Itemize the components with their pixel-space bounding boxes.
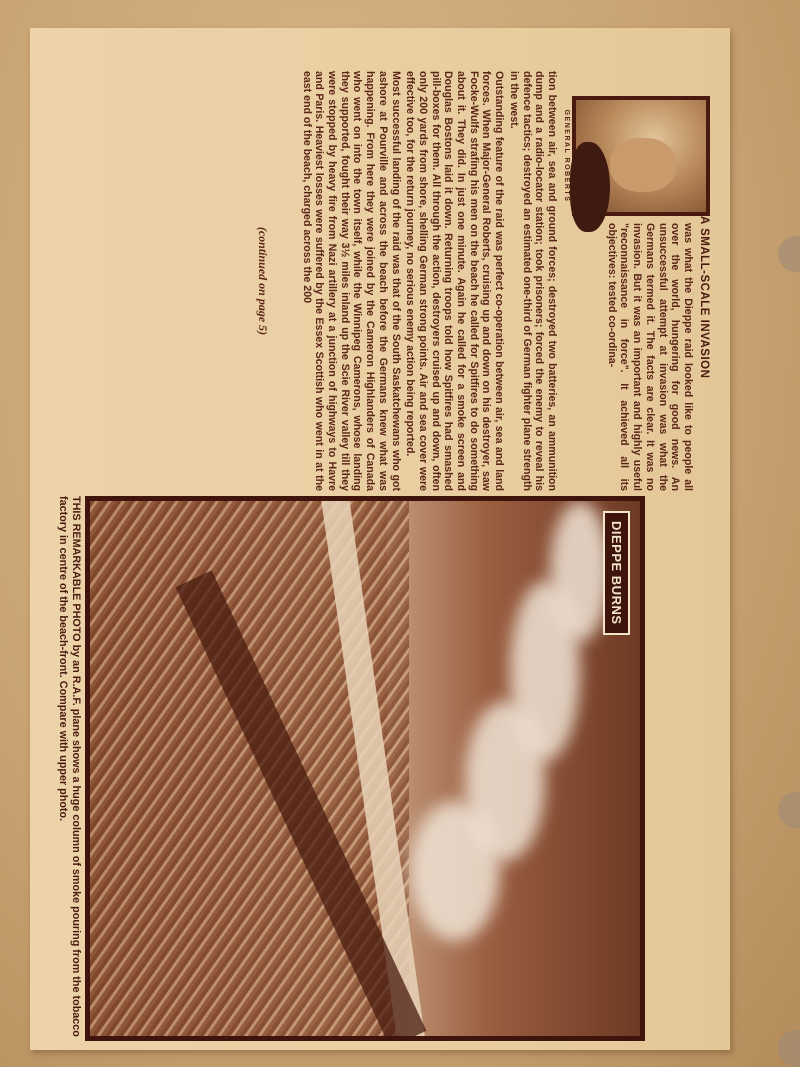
article-paragraph: tion between air, sea and ground forces; destroyed two batteries, an ammunition dump and a radio-locator station; took prisoners; forced the enemy to reveal his defence tactics; destroyed an estimated one-third of German fighter plane strength in the west. (507, 71, 558, 491)
binder-hole (778, 236, 800, 272)
binder-hole (778, 792, 800, 828)
rotated-page (56, 46, 710, 1037)
article-body (298, 71, 558, 491)
portrait-cap-shape (570, 142, 610, 232)
photo-caption: THIS REMARKABLE PHOTO by an R.A.F. plane shows a huge column of smoke pouring from the tobacco factory in centre of the beach-front. Compare with upper photo. (56, 496, 82, 1037)
photo-smoke (550, 501, 610, 641)
continued-note: (continued on page 5) (256, 226, 270, 336)
article-column (240, 71, 710, 491)
article-lead: was what the Dieppe raid looked like to people all over the world, hungering for good news. An unsuccessful attempt at invasion was what the Germans termed it. The facts are clear. It was no invasion. But it was an important and highly useful "reconnaissance in force". It achieved all its objectives: tested co-ordina- (605, 223, 694, 491)
general-roberts-portrait (572, 96, 710, 216)
portrait-caption: GENERAL ROBERTS (563, 109, 570, 203)
article-paragraph: Outstanding feature of the raid was perfect co-operation between air, sea and land forces. When Major-General Roberts, cruising up and down on his destroyer, saw Focke-Wulfs strafing his men on the beach he called for Spitfires to do something about it. They did. In just one minute. Again he called for a smoke screen and Douglas Bostons laid it down. Returning troops told how Spitfires had smashed pill-boxes for them. All through the action, destroyers cruised up and down, often only 200 yards from shore, shelling German strong points. Air and sea cover were effective too, for the return journey, no serious enemy action being reported. (404, 71, 506, 491)
newspaper-clipping (30, 28, 730, 1050)
portrait-face-shape (610, 138, 676, 192)
dieppe-aerial-photo (85, 496, 645, 1041)
photo-title-badge: DIEPPE BURNS (603, 511, 630, 635)
article-paragraph: Most successful landing of the raid was that of the South Saskatchewans who got ashore at Pourville and across the beach before the Germans knew what was happening. From here they were joined by the Cameron Highlanders of Canada who went on into the town itself, while the Winnipeg Camerons, whose landing they supported, fought their way 3½ miles inland up the Scie River valley till they were stopped by heavy fire from Nazi artillery at a junction of highways to Havre and Paris. Heaviest losses were suffered by the Essex Scottish who went in at the east end of the beach, charged across the 200 (300, 71, 402, 491)
binder-hole (778, 1030, 800, 1066)
article-headline: A SMALL-SCALE INVASION (698, 216, 710, 379)
